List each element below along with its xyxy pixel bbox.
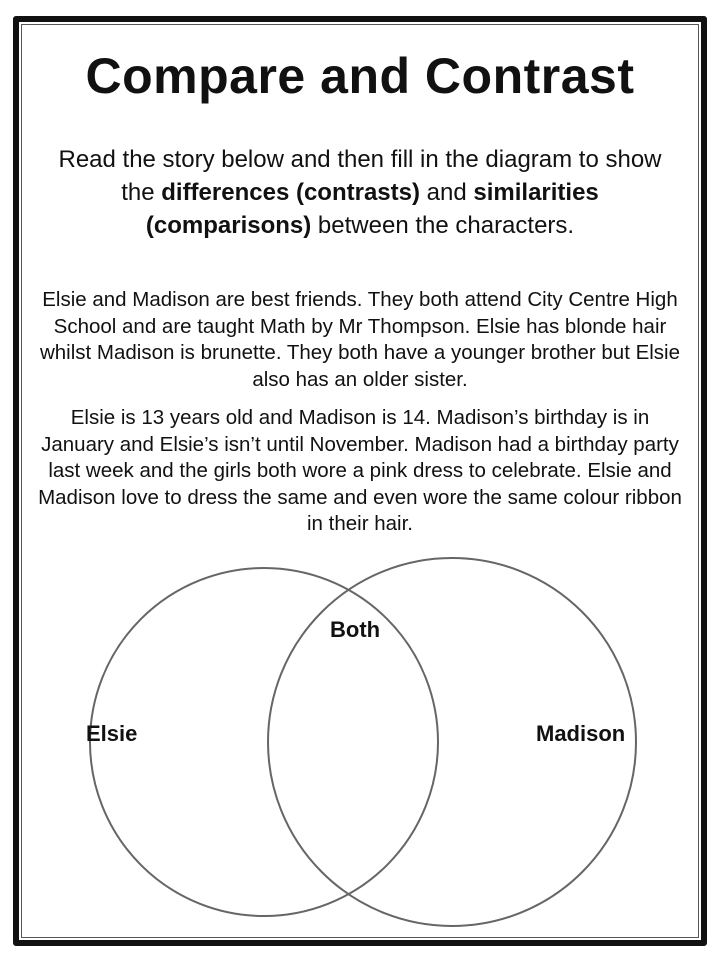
instructions-bold-differences: differences (contrasts) bbox=[161, 179, 420, 206]
story-paragraph-1: Elsie and Madison are best friends. They both attend City Centre High School and are taught Math by Mr Thompson. Elsie has blonde hair whilst Madison is brunette. They both have a younger brother but Elsie also has an older sister. bbox=[39, 288, 681, 391]
instructions-text bbox=[40, 143, 680, 242]
instructions-bold-similarities: similarities (comparisons) bbox=[145, 179, 599, 239]
page-title: Compare and Contrast bbox=[85, 48, 635, 104]
venn-label-madison: Madison bbox=[536, 721, 626, 746]
venn-label-both: Both bbox=[330, 617, 381, 642]
instructions-part-2: and bbox=[419, 179, 474, 206]
venn-label-elsie: Elsie bbox=[86, 721, 138, 746]
instructions-part-1: Read the story below and then fill in the diagram to show the bbox=[58, 146, 662, 206]
instructions-part-3: between the characters. bbox=[311, 212, 575, 239]
story-paragraph-2: Elsie is 13 years old and Madison is 14. Madison’s birthday is in January and Elsie’s isn’t until November. Madison had a birthday party last week and the girls both wore a pink dress to celebrate. Elsie and Madison love to dress the same and even wore the same colour ribbon in their hair. bbox=[38, 406, 682, 535]
